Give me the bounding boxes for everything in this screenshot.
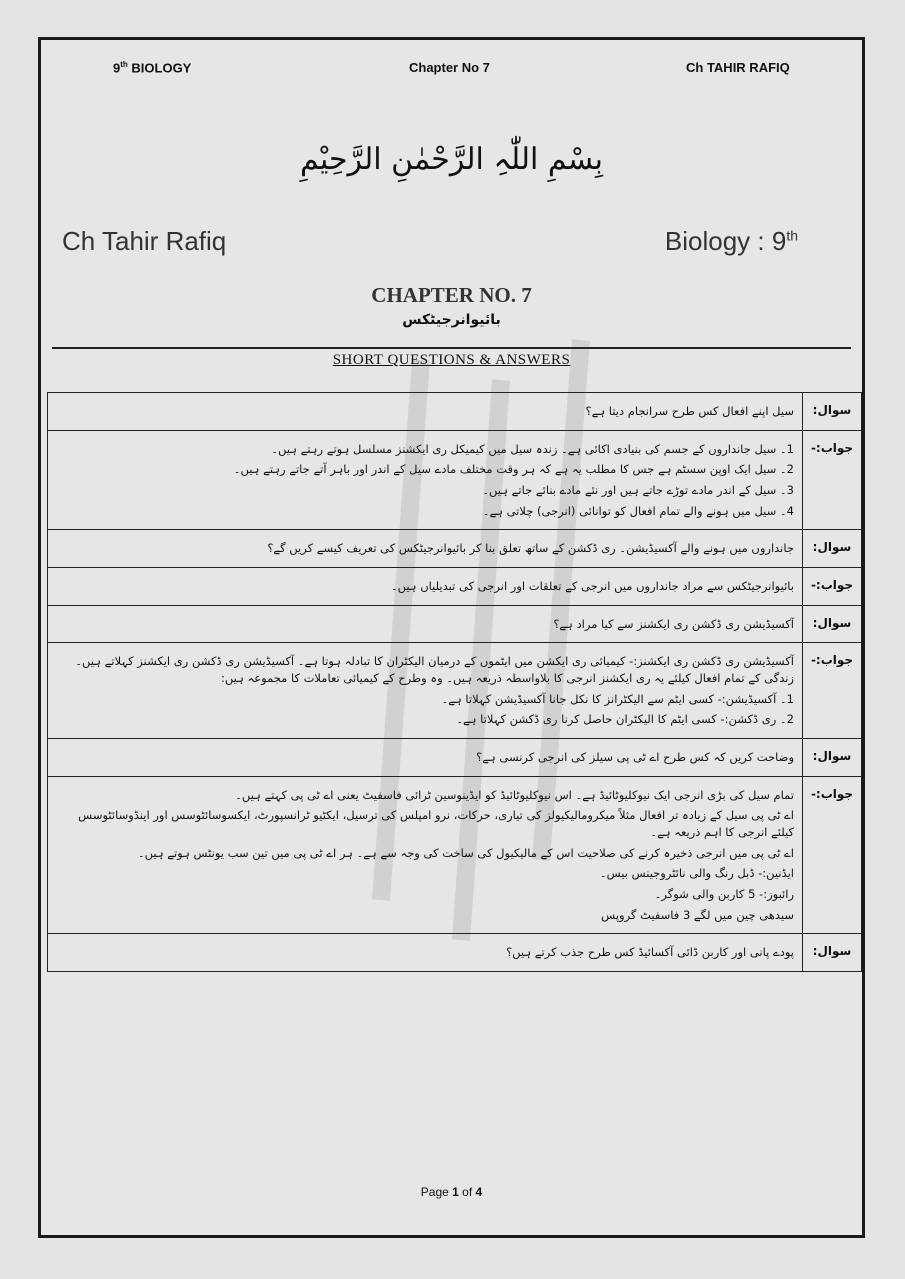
question-label: سوال: [803, 393, 862, 431]
subject-title: Biology : 9th [664, 226, 798, 256]
answer-line: سیدھی چین میں لگے 3 فاسفیٹ گروپس [601, 907, 794, 922]
answer-row [48, 568, 862, 606]
section-title: SHORT QUESTIONS & ANSWERS [332, 352, 571, 368]
author-name: Ch Tahir Rafiq [62, 226, 227, 256]
question-line: پودے پانی اور کاربن ڈائی آکسائیڈ کس طرح جذب کرتے ہیں؟ [506, 945, 794, 960]
question-line: جانداروں میں ہونے والے آکسیڈیشن۔ ری ڈکشن کے ساتھ تعلق بنا کر بائیوانرجیٹکس کی تعریف کیسے کریں گے؟ [267, 541, 794, 556]
header-center: Chapter No 7 [409, 60, 490, 75]
answer-line: 4۔ سیل میں ہونے والے تمام افعال کو توانائی (انرجی) چلاتی ہے۔ [482, 503, 794, 518]
question-label: سوال: [803, 739, 862, 777]
answer-label: جواب:- [803, 643, 862, 739]
title-divider [52, 347, 851, 349]
page-footer: Page 1 of 4 [420, 1185, 483, 1199]
question-label: سوال: [803, 530, 862, 568]
chapter-urdu-title: بائیوانرجیٹکس [402, 312, 501, 328]
answer-line: 2۔ ری ڈکشن:- کسی ایٹم کا الیکٹران حاصل کرنا ری ڈکشن کہلاتا ہے۔ [456, 712, 794, 727]
question-row [48, 739, 862, 777]
answer-text [48, 643, 803, 739]
bismillah-calligraphy: بِسْمِ اللّٰہِ الرَّحْمٰنِ الرَّحِیْمِ [299, 142, 604, 177]
answer-text [48, 776, 803, 934]
answer-line: آکسیڈیشن ری ڈکشن ری ایکشنز:- کیمیائی ری ایکشن میں ایٹموں کے درمیان الیکٹران کا تبادلہ ہوتا ہے۔ آکسیڈیشن ری ڈکشن ری ایکشنز کہلاتے ہیں۔ زندگی کے تمام افعال کیلئے یہ ری ایکشنز انرجی کا بلاواسطہ ذریعہ ہیں۔ وہ وطرح کے کیمیائی تعاملات کا مجموعہ ہیں: [75, 654, 794, 686]
answer-line: ایڈنین:- ڈبل رنگ والی نائٹروجینس بیس۔ [599, 866, 794, 881]
answer-line: 1۔ آکسیڈیشن:- کسی ایٹم سے الیکٹرانز کا نکل جانا آکسیڈیشن کہلاتا ہے۔ [441, 691, 794, 706]
answer-line: اے ٹی پی میں انرجی ذخیرہ کرنے کی صلاحیت اس کے مالیکیول کی ساخت کی وجہ سے ہے۔ ہر اے ٹی پی میں تین سب یونٹس ہوتے ہیں۔ [137, 845, 794, 860]
question-text [48, 739, 803, 777]
answer-label: جواب:- [803, 568, 862, 606]
answer-row [48, 430, 862, 530]
answer-line: رائبوز:- 5 کاربن والی شوگر۔ [654, 887, 794, 902]
question-label: سوال: [803, 605, 862, 643]
question-text [48, 393, 803, 431]
question-text [48, 605, 803, 643]
answer-line: 1۔ سیل جانداروں کے جسم کی بنیادی اکائی ہے۔ زندہ سیل میں کیمیکل ری ایکشنز مسلسل ہوتے رہتے ہیں۔ [271, 441, 794, 456]
answer-row [48, 776, 862, 934]
question-text [48, 530, 803, 568]
chapter-title: CHAPTER NO. 7 [371, 283, 532, 307]
qa-table [47, 392, 862, 972]
answer-row [48, 643, 862, 739]
question-row [48, 530, 862, 568]
question-line: سیل اپنے افعال کس طرح سرانجام دیتا ہے؟ [585, 404, 794, 418]
question-line: آکسیڈیشن ری ڈکشن ری ایکشنز سے کیا مراد ہے؟ [553, 616, 794, 631]
answer-line: اے ٹی پی سیل کے زیادہ تر افعال مثلاً میکرومالیکیولز کی تیاری، حرکات، نرو امپلس کی ترسیل، ایکٹیو ٹرانسپورٹ، ایکسوسائٹوسس اور اینڈوسائٹوسس کیلئے انرجی کا اہم ذریعہ ہے۔ [78, 808, 794, 840]
answer-text [48, 568, 803, 606]
header-right: Ch TAHIR RAFIQ [686, 60, 790, 75]
answer-line: تمام سیل کی بڑی انرجی ایک نیوکلیوٹائیڈ ہے۔ اس نیوکلیوٹائیڈ کو ایڈینوسین ٹرائی فاسفیٹ یعنی اے ٹی پی کہتے ہیں۔ [235, 787, 794, 802]
document-page [38, 37, 865, 1238]
answer-line: بائیوانرجیٹکس سے مراد جانداروں میں انرجی کے تعلقات اور انرجی کی تبدیلیاں ہیں۔ [390, 579, 794, 594]
question-row [48, 934, 862, 972]
answer-line: 3۔ سیل کے اندر مادے توڑے جاتے ہیں اور نئے مادے بنائے جاتے ہیں۔ [482, 483, 794, 498]
answer-text [48, 430, 803, 530]
question-row [48, 393, 862, 431]
answer-label: جواب:- [803, 776, 862, 934]
answer-line: 2۔ سیل ایک اوپن سسٹم ہے جس کا مطلب یہ ہے کہ ہر وقت مختلف مادے سیل کے اندر اور باہر آتے جاتے رہتے ہیں۔ [233, 462, 794, 477]
question-line: وضاحت کریں کہ کس طرح اے ٹی پی سیلز کی انرجی کرنسی ہے؟ [476, 750, 794, 765]
question-text [48, 934, 803, 972]
header-left: 9th BIOLOGY [113, 60, 192, 76]
question-row [48, 605, 862, 643]
answer-label: جواب:- [803, 430, 862, 530]
question-label: سوال: [803, 934, 862, 972]
